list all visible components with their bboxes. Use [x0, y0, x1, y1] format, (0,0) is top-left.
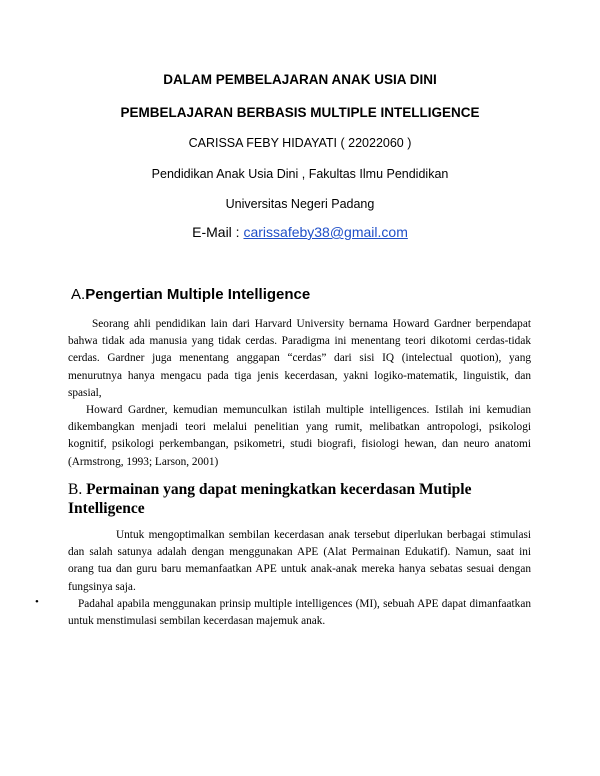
section-a-paragraph-2: Howard Gardner, kemudian memunculkan istilah multiple intelligences. Istilah ini kemudian dikembangkan menjadi teori melalui penelitian yang rumit, melibatkan antropologi, psikologi kognitif, psikologi perkembangan, psikometri, studi biografi, fisiologi hewan, dan neuro anatomi (Armstrong, 1993; Larson, 2001)	[68, 404, 531, 468]
document-title: DALAM PEMBELAJARAN ANAK USIA DINI	[163, 72, 437, 87]
section-a-paragraph-1: Seorang ahli pendidikan lain dari Harvard University bernama Howard Gardner berpendapat bahwa tidak ada manusia yang tidak cerdas. Paradigma ini menentang teori dikotomi cerdas-tidak cerdas. Gardner juga menentang anggapan “cerdas” dari sisi IQ (intelectual quotion), yang menurutnya hanya mengacu pada tiga jenis kecerdasan, yakni logiko-matematik, linguistik, dan spasial,	[68, 318, 531, 399]
section-b-paragraph-1: Untuk mengoptimalkan sembilan kecerdasan anak tersebut diperlukan berbagai stimulasi dan salah satunya adalah dengan menggunakan APE (Alat Permainan Edukatif). Namun, saat ini orang tua dan guru baru memanfaatkan APE untuk anak-anak mereka hanya sebatas sesuai dengan fungsinya saja.	[68, 529, 531, 593]
email-line	[0, 224, 600, 240]
document-subtitle: PEMBELAJARAN BERBASIS MULTIPLE INTELLIGENCE	[120, 105, 480, 120]
author-line: CARISSA FEBY HIDAYATI ( 22022060 )	[188, 136, 412, 150]
email-label: E-Mail :	[192, 224, 244, 240]
section-b-bullet-text: Padahal apabila menggunakan prinsip multiple intelligences (MI), sebuah APE dapat dimanfaatkan untuk menstimulasi sembilan kecerdasan majemuk anak.	[68, 598, 531, 628]
section-a-heading	[71, 286, 310, 303]
email-link[interactable]: carissafeby38@gmail.com	[243, 224, 408, 240]
bullet-icon: •	[35, 596, 39, 608]
section-b-heading	[68, 480, 538, 518]
university-line: Universitas Negeri Padang	[225, 197, 375, 211]
department-line: Pendidikan Anak Usia Dini , Fakultas Ilmu Pendidikan	[151, 167, 449, 181]
section-a-title: Pengertian Multiple Intelligence	[85, 286, 311, 303]
section-b-prefix: B.	[68, 481, 87, 498]
section-b-title: Permainan yang dapat meningkatkan kecerdasan Mutiple Intelligence	[68, 481, 472, 517]
section-a-prefix: A.	[71, 286, 86, 303]
